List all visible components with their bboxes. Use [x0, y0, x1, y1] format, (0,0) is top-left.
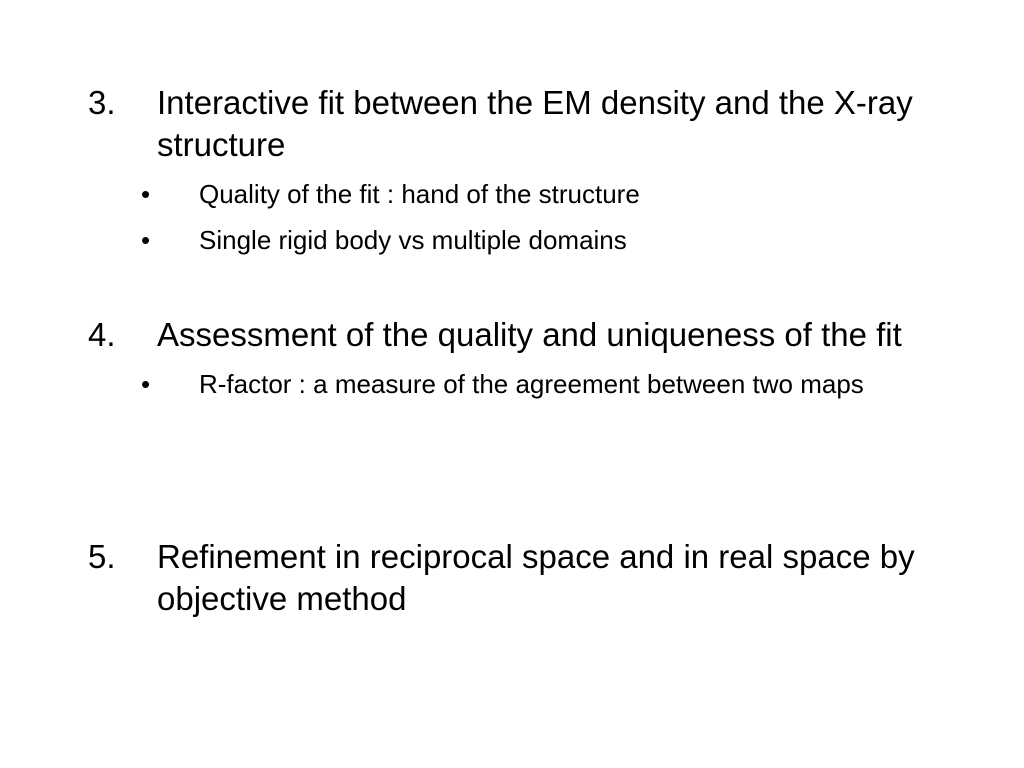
- sub-item: [141, 366, 938, 402]
- bullet-icon: •: [141, 369, 151, 399]
- sub-item: [141, 222, 938, 258]
- bullet-icon: •: [141, 225, 151, 255]
- sub-item: [141, 176, 938, 212]
- list-item-number: 5.: [88, 538, 116, 575]
- sub-item-text: R-factor : a measure of the agreement between two maps: [199, 369, 864, 399]
- list-item-number: 3.: [88, 84, 116, 121]
- list-item-heading: [88, 82, 938, 166]
- bullet-icon: •: [141, 179, 151, 209]
- list-item-text: Interactive fit between the EM density and the X-ray structure: [157, 84, 913, 163]
- list-item-5: [88, 536, 938, 620]
- list-item-number: 4.: [88, 316, 116, 353]
- list-item-heading: [88, 536, 938, 620]
- list-item-text: Refinement in reciprocal space and in real space by objective method: [157, 538, 915, 617]
- list-item-3: [88, 82, 938, 258]
- list-item-4: [88, 314, 938, 402]
- sub-item-text: Single rigid body vs multiple domains: [199, 225, 627, 255]
- sub-item-text: Quality of the fit : hand of the structure: [199, 179, 640, 209]
- list-item-text: Assessment of the quality and uniqueness of the fit: [157, 316, 902, 353]
- list-item-heading: [88, 314, 938, 356]
